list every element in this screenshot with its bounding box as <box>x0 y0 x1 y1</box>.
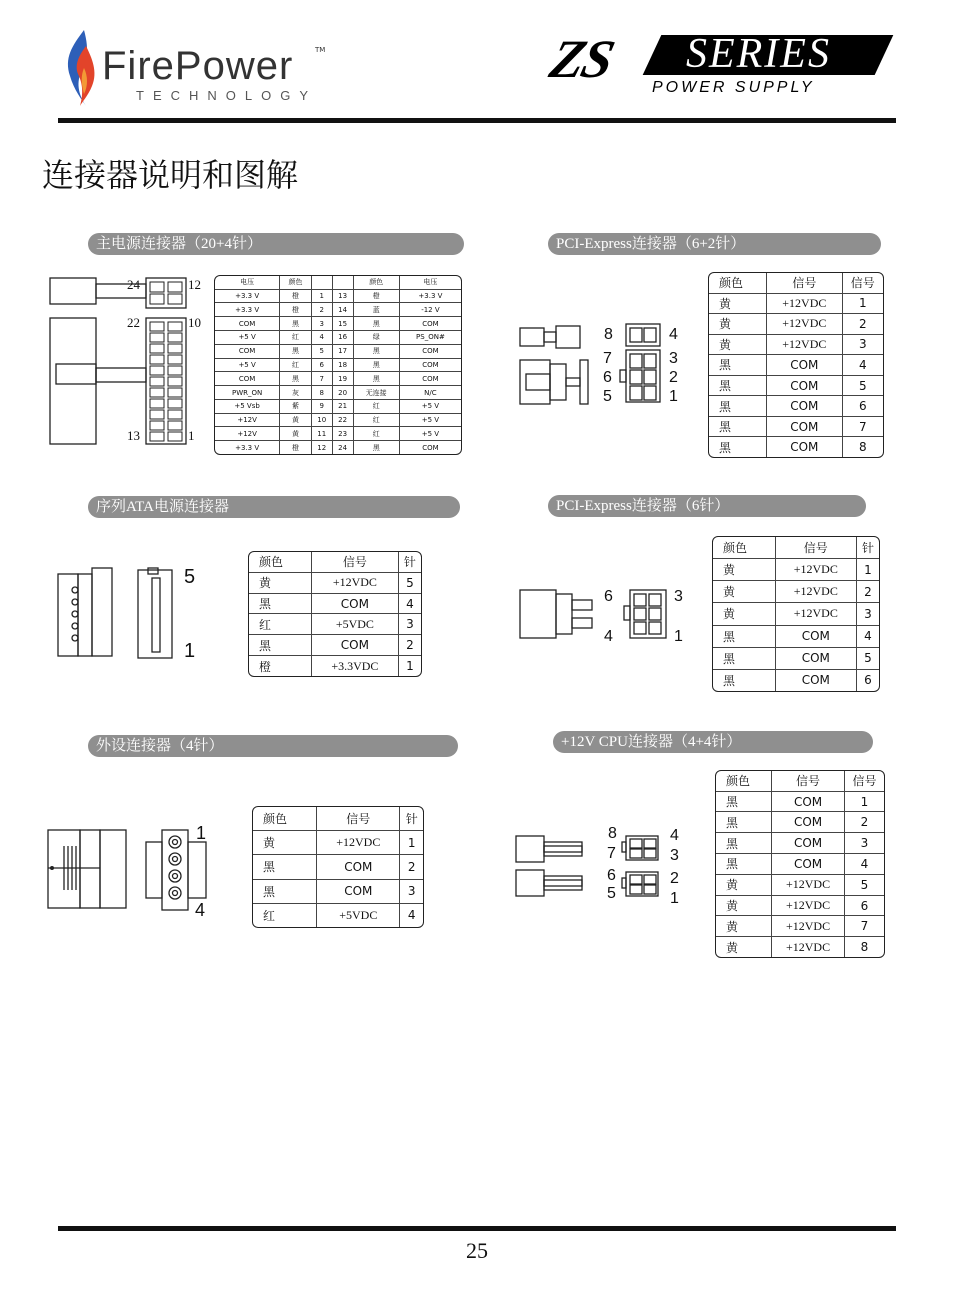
table-cell: 3 <box>311 317 332 331</box>
pin-label: 2 <box>670 870 679 887</box>
pin-label: 4 <box>604 628 613 645</box>
table-cell: +12VDC <box>317 831 400 855</box>
table-cell: 21 <box>332 399 353 413</box>
table-cell: +5 Vsb <box>215 399 280 413</box>
table-cell: 22 <box>332 413 353 427</box>
table-cell: COM <box>399 317 461 331</box>
table-cell: +5 V <box>215 358 280 372</box>
table-row <box>215 289 461 303</box>
table-cell: 橙 <box>353 289 399 303</box>
table-cell: +5 V <box>215 331 280 345</box>
brand-trademark: TM <box>315 46 326 54</box>
table-cell: 黑 <box>709 355 767 376</box>
table-cell: 8 <box>842 437 883 457</box>
table-cell: 7 <box>311 372 332 386</box>
table-cell: 黄 <box>709 293 767 314</box>
brand-name: FirePower <box>102 44 294 88</box>
table-row <box>713 603 879 625</box>
table-cell: 7 <box>842 416 883 437</box>
column-header: 信号 <box>317 807 400 831</box>
table-row <box>709 437 883 457</box>
table-cell: 黄 <box>280 413 312 427</box>
column-header: 电压 <box>215 276 280 289</box>
section-label-peripheral: 外设连接器（4针） <box>88 735 458 757</box>
table-cell: +5 V <box>399 427 461 441</box>
table-row <box>253 903 423 927</box>
pin-label: 1 <box>188 428 195 443</box>
table-row <box>215 372 461 386</box>
table-cell: +12V <box>215 413 280 427</box>
table-row <box>713 559 879 581</box>
table-cell: 15 <box>332 317 353 331</box>
section-label-sata: 序列ATA电源连接器 <box>88 496 460 518</box>
table-cell: 4 <box>844 854 884 875</box>
table-row <box>215 344 461 358</box>
pin-label: 13 <box>127 428 140 443</box>
table-cell: +5 V <box>399 413 461 427</box>
page-number: 25 <box>466 1238 488 1263</box>
brand-subtitle: TECHNOLOGY <box>136 88 318 103</box>
pin-label: 1 <box>670 890 679 907</box>
table-cell: 19 <box>332 372 353 386</box>
sata-connector-diagram <box>56 566 176 660</box>
table-cell: 黄 <box>253 831 317 855</box>
sata-table <box>248 551 422 677</box>
table-cell: 黄 <box>709 314 767 335</box>
table-cell: COM <box>772 833 845 854</box>
table-cell: 无连接 <box>353 386 399 400</box>
series-zs-logo: ZS <box>544 29 619 89</box>
table-cell: COM <box>775 647 856 669</box>
table-header-row <box>215 276 461 289</box>
table-cell: 11 <box>311 427 332 441</box>
pin-label: 1 <box>196 823 207 843</box>
table-cell: 橙 <box>280 441 312 454</box>
cpu-table <box>715 770 885 958</box>
table-cell: 灰 <box>280 386 312 400</box>
table-row <box>709 314 883 335</box>
table-cell: 1 <box>856 559 879 581</box>
table-cell: -12 V <box>399 303 461 317</box>
table-cell: COM <box>767 416 842 437</box>
table-cell: 8 <box>844 937 884 957</box>
table-cell: 黄 <box>713 559 775 581</box>
table-cell: 红 <box>280 331 312 345</box>
pin-label: 4 <box>195 900 206 920</box>
pin-label: 3 <box>670 847 679 864</box>
series-subtitle: POWER SUPPLY <box>652 79 815 96</box>
table-row <box>215 358 461 372</box>
table-cell: 黑 <box>353 317 399 331</box>
table-cell: 橙 <box>249 656 311 676</box>
table-cell: PWR_ON <box>215 386 280 400</box>
table-row <box>716 874 884 895</box>
main-connector-table <box>214 275 462 455</box>
table-cell: +12VDC <box>767 293 842 314</box>
table-row <box>716 916 884 937</box>
pcie-6-diagram <box>516 586 676 642</box>
table-cell: 12 <box>311 441 332 454</box>
section-label-pcie-6: PCI-Express连接器（6针） <box>548 495 866 517</box>
table-cell: COM <box>772 791 845 812</box>
column-header: 颜色 <box>253 807 317 831</box>
table-cell: 黑 <box>253 879 317 903</box>
table-cell: COM <box>215 372 280 386</box>
table-cell: 蓝 <box>353 303 399 317</box>
column-header: 针 <box>398 552 421 572</box>
table-row <box>249 572 421 593</box>
table-row <box>709 334 883 355</box>
section-label-main: 主电源连接器（20+4针） <box>88 233 464 255</box>
table-cell: 黄 <box>716 874 772 895</box>
table-header-row <box>716 771 884 791</box>
table-cell: 红 <box>353 413 399 427</box>
table-cell: COM <box>317 855 400 879</box>
table-cell: 黑 <box>709 396 767 417</box>
column-header: 信号 <box>767 273 842 293</box>
table-cell: 3 <box>398 614 421 635</box>
table-cell: +12VDC <box>775 603 856 625</box>
pcie-6p2-table <box>708 272 884 458</box>
table-cell: COM <box>399 441 461 454</box>
table-cell: 黑 <box>713 647 775 669</box>
table-cell: 6 <box>311 358 332 372</box>
table-row <box>215 427 461 441</box>
table-cell: PS_ON# <box>399 331 461 345</box>
table-cell: COM <box>767 355 842 376</box>
table-cell: COM <box>772 812 845 833</box>
cpu-connector-diagram <box>514 830 664 904</box>
table-cell: +3.3 V <box>399 289 461 303</box>
table-row <box>249 635 421 656</box>
column-header: 电压 <box>399 276 461 289</box>
table-cell: 17 <box>332 344 353 358</box>
table-cell: 橙 <box>280 303 312 317</box>
table-cell: +12VDC <box>772 916 845 937</box>
table-cell: COM <box>772 854 845 875</box>
table-cell: 18 <box>332 358 353 372</box>
pin-label: 4 <box>669 326 678 343</box>
table-cell: 5 <box>842 375 883 396</box>
table-cell: COM <box>215 344 280 358</box>
table-cell: 黑 <box>716 833 772 854</box>
table-cell: COM <box>767 396 842 417</box>
table-cell: 10 <box>311 413 332 427</box>
column-header: 针 <box>400 807 423 831</box>
table-cell: 8 <box>311 386 332 400</box>
table-cell: 24 <box>332 441 353 454</box>
table-cell: COM <box>399 358 461 372</box>
column-header: 颜色 <box>713 537 775 559</box>
table-cell: +12VDC <box>767 314 842 335</box>
table-cell: +12VDC <box>775 559 856 581</box>
table-cell: +5 V <box>399 399 461 413</box>
table-cell: 黑 <box>716 812 772 833</box>
table-cell: COM <box>399 344 461 358</box>
table-row <box>215 386 461 400</box>
table-cell: +5VDC <box>311 614 398 635</box>
table-row <box>249 614 421 635</box>
table-row <box>716 937 884 957</box>
table-cell: 4 <box>398 593 421 614</box>
pin-label: 8 <box>604 326 613 343</box>
table-cell: 紫 <box>280 399 312 413</box>
table-header-row <box>249 552 421 572</box>
pin-label: 4 <box>670 827 679 844</box>
table-cell: COM <box>399 372 461 386</box>
table-cell: +12VDC <box>772 937 845 957</box>
table-row <box>215 317 461 331</box>
table-row <box>716 895 884 916</box>
pin-label: 6 <box>604 588 613 605</box>
table-row <box>709 355 883 376</box>
table-cell: COM <box>775 669 856 691</box>
table-cell: 黑 <box>253 855 317 879</box>
column-header: 信号 <box>311 552 398 572</box>
header-rule <box>58 118 896 123</box>
pin-label: 10 <box>188 315 201 330</box>
table-cell: 2 <box>844 812 884 833</box>
pin-label: 3 <box>669 350 678 367</box>
pin-label: 6 <box>607 867 616 884</box>
main-connector-diagram <box>48 276 218 446</box>
table-cell: 黄 <box>713 581 775 603</box>
table-cell: +3.3VDC <box>311 656 398 676</box>
table-cell: 3 <box>400 879 423 903</box>
table-row <box>713 581 879 603</box>
table-cell: 黑 <box>709 437 767 457</box>
section-label-pcie-6p2: PCI-Express连接器（6+2针） <box>548 233 881 255</box>
table-cell: 2 <box>842 314 883 335</box>
table-cell: 黑 <box>716 854 772 875</box>
table-cell: 黄 <box>716 895 772 916</box>
table-cell: COM <box>215 317 280 331</box>
column-header: 颜色 <box>353 276 399 289</box>
table-cell: 黑 <box>709 375 767 396</box>
table-cell: 2 <box>400 855 423 879</box>
table-row <box>716 791 884 812</box>
pin-label: 1 <box>674 628 683 645</box>
table-row <box>713 625 879 647</box>
pin-label: 6 <box>603 369 612 386</box>
table-header-row <box>713 537 879 559</box>
pin-label: 7 <box>607 845 616 862</box>
table-cell: 1 <box>844 791 884 812</box>
pin-label: 5 <box>603 388 612 405</box>
table-cell: +3.3 V <box>215 289 280 303</box>
table-cell: 黄 <box>280 427 312 441</box>
table-cell: 4 <box>311 331 332 345</box>
table-cell: 红 <box>253 903 317 927</box>
table-cell: 黑 <box>249 593 311 614</box>
table-cell: 黑 <box>709 416 767 437</box>
table-row <box>716 812 884 833</box>
table-cell: 5 <box>398 572 421 593</box>
pin-label: 2 <box>669 369 678 386</box>
table-cell: +5VDC <box>317 903 400 927</box>
table-cell: 黑 <box>353 344 399 358</box>
table-cell: 黑 <box>713 669 775 691</box>
table-cell: 5 <box>856 647 879 669</box>
table-cell: 黑 <box>280 344 312 358</box>
table-row <box>253 879 423 903</box>
table-cell: COM <box>317 879 400 903</box>
table-cell: 16 <box>332 331 353 345</box>
table-row <box>215 441 461 454</box>
pin-label: 5 <box>184 566 196 588</box>
table-cell: N/C <box>399 386 461 400</box>
table-cell: 4 <box>842 355 883 376</box>
column-header: 针 <box>856 537 879 559</box>
table-row <box>713 647 879 669</box>
table-cell: +12VDC <box>767 334 842 355</box>
column-header: 信号 <box>775 537 856 559</box>
pin-label: 12 <box>188 277 201 292</box>
table-cell: 4 <box>400 903 423 927</box>
table-cell: +12VDC <box>311 572 398 593</box>
table-header-row <box>253 807 423 831</box>
table-cell: 5 <box>311 344 332 358</box>
table-cell: 红 <box>353 399 399 413</box>
table-cell: 5 <box>844 874 884 895</box>
table-cell: 黑 <box>353 441 399 454</box>
pcie-6-table <box>712 536 880 692</box>
table-cell: 红 <box>249 614 311 635</box>
column-header: 颜色 <box>709 273 767 293</box>
table-cell: +12V <box>215 427 280 441</box>
pin-label: 7 <box>603 350 612 367</box>
table-row <box>713 669 879 691</box>
table-row <box>249 656 421 676</box>
table-cell: 4 <box>856 625 879 647</box>
peripheral-connector-diagram <box>46 828 216 912</box>
table-cell: 黄 <box>716 937 772 957</box>
table-cell: 黄 <box>716 916 772 937</box>
table-cell: 黄 <box>709 334 767 355</box>
pin-label: 1 <box>669 388 678 405</box>
pin-label: 8 <box>608 825 617 842</box>
pin-label: 3 <box>674 588 683 605</box>
table-cell: 黄 <box>713 603 775 625</box>
column-header: 颜色 <box>280 276 312 289</box>
table-row <box>709 396 883 417</box>
table-cell: 2 <box>398 635 421 656</box>
table-cell: 3 <box>856 603 879 625</box>
column-header: 信号 <box>842 273 883 293</box>
column-header: 颜色 <box>716 771 772 791</box>
table-cell: +3.3 V <box>215 303 280 317</box>
table-cell: 红 <box>280 358 312 372</box>
pin-label: 1 <box>184 640 196 662</box>
table-row <box>215 413 461 427</box>
table-cell: 6 <box>856 669 879 691</box>
table-cell: 6 <box>842 396 883 417</box>
table-cell: 1 <box>311 289 332 303</box>
table-cell: 1 <box>842 293 883 314</box>
table-cell: 14 <box>332 303 353 317</box>
table-cell: 红 <box>353 427 399 441</box>
table-cell: 2 <box>856 581 879 603</box>
table-row <box>253 831 423 855</box>
table-cell: +12VDC <box>775 581 856 603</box>
table-row <box>215 303 461 317</box>
column-header: 信号 <box>772 771 845 791</box>
table-cell: 1 <box>398 656 421 676</box>
table-row <box>215 331 461 345</box>
table-cell: 20 <box>332 386 353 400</box>
table-cell: 9 <box>311 399 332 413</box>
table-row <box>249 593 421 614</box>
table-cell: COM <box>311 593 398 614</box>
column-header <box>332 276 353 289</box>
table-row <box>716 833 884 854</box>
table-cell: 黑 <box>353 372 399 386</box>
table-cell: 黑 <box>716 791 772 812</box>
table-cell: COM <box>767 437 842 457</box>
table-row <box>709 416 883 437</box>
table-row <box>253 855 423 879</box>
table-cell: 黑 <box>280 317 312 331</box>
table-cell: 绿 <box>353 331 399 345</box>
table-row <box>215 399 461 413</box>
section-label-cpu: +12V CPU连接器（4+4针） <box>553 731 873 753</box>
table-cell: 13 <box>332 289 353 303</box>
table-cell: 黄 <box>249 572 311 593</box>
table-cell: 23 <box>332 427 353 441</box>
table-cell: 黑 <box>249 635 311 656</box>
table-cell: 6 <box>844 895 884 916</box>
table-cell: 橙 <box>280 289 312 303</box>
table-row <box>709 375 883 396</box>
table-header-row <box>709 273 883 293</box>
pin-label: 24 <box>127 277 140 292</box>
table-cell: COM <box>311 635 398 656</box>
column-header: 颜色 <box>249 552 311 572</box>
table-cell: 1 <box>400 831 423 855</box>
table-row <box>716 854 884 875</box>
footer-rule <box>58 1226 896 1231</box>
table-cell: 3 <box>842 334 883 355</box>
table-cell: 7 <box>844 916 884 937</box>
table-cell: 黑 <box>713 625 775 647</box>
table-cell: 黑 <box>280 372 312 386</box>
table-cell: +12VDC <box>772 874 845 895</box>
table-row <box>709 293 883 314</box>
flame-logo-icon <box>62 28 102 108</box>
pin-label: 5 <box>607 885 616 902</box>
pin-label: 22 <box>127 315 140 330</box>
column-header: 信号 <box>844 771 884 791</box>
table-cell: 3 <box>844 833 884 854</box>
page-title: 连接器说明和图解 <box>42 156 299 194</box>
table-cell: 2 <box>311 303 332 317</box>
peripheral-table <box>252 806 424 928</box>
series-word: SERIES <box>686 31 831 77</box>
table-cell: 黑 <box>353 358 399 372</box>
table-cell: +12VDC <box>772 895 845 916</box>
column-header <box>311 276 332 289</box>
table-cell: COM <box>767 375 842 396</box>
table-cell: +3.3 V <box>215 441 280 454</box>
table-cell: COM <box>775 625 856 647</box>
